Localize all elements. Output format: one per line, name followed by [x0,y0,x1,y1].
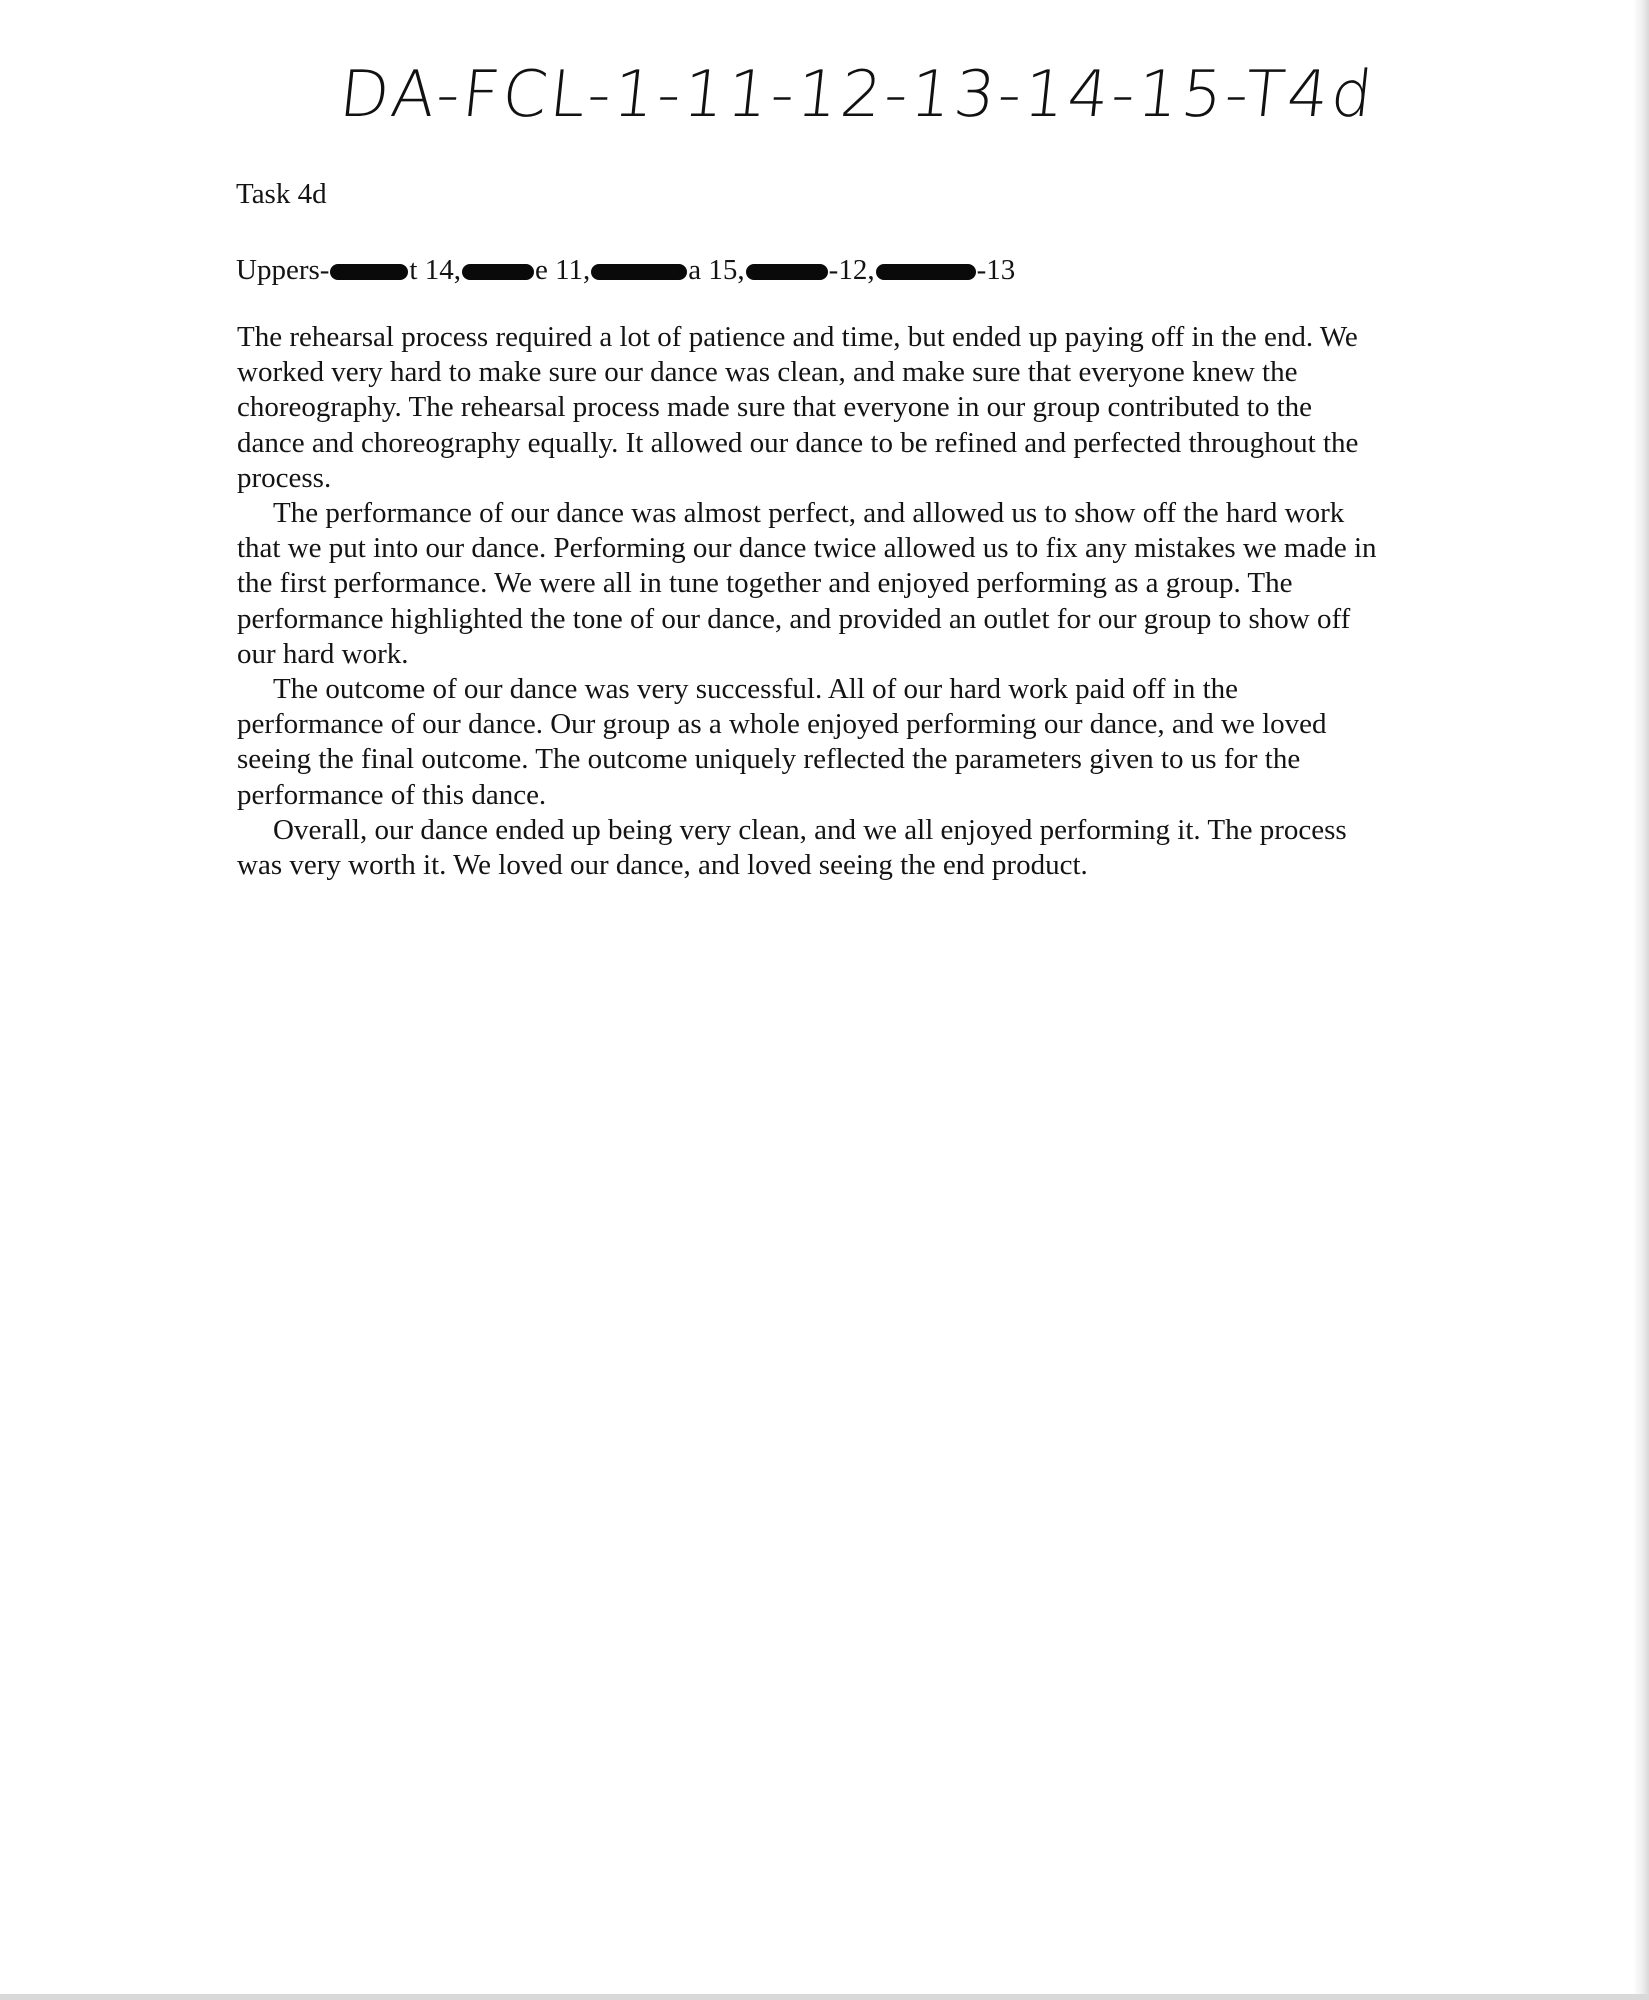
uppers-entry: a 15, [688,254,745,286]
handwritten-label: DA-FCL-1-11-12-13-14-15-T4d [336,58,1379,132]
uppers-entry: t 14, [409,254,461,286]
uppers-line [236,254,1015,287]
redaction-mark [746,264,828,280]
uppers-entry: -13 [976,254,1016,286]
uppers-entry: e 11, [534,254,591,286]
redaction-mark [462,264,534,280]
paragraph-rehearsal: The rehearsal process required a lot of patience and time, but ended up paying off in the end. We worked very hard to make sure our dance was clean, and make sure that everyone knew the choreography. The rehearsal process made sure that everyone in our group contributed to the dance and choreography equally. It allowed our dance to be refined and perfected throughout the process. [237,321,1359,494]
uppers-entry: -12, [828,254,875,286]
scan-edge-bottom [0,1994,1649,2000]
redaction-mark [591,264,687,280]
scan-edge-right [1633,0,1649,2000]
redaction-mark [876,264,976,280]
task-title: Task 4d [236,178,327,210]
uppers-prefix: Uppers- [236,254,330,286]
paragraph-outcome: The outcome of our dance was very successful. All of our hard work paid off in the performance of our dance. Our group as a whole enjoyed performing our dance, and we loved seeing the final outcome. The outcome uniquely reflected the parameters given to us for the performance of this dance. [237,673,1327,811]
paragraph-overall: Overall, our dance ended up being very clean, and we all enjoyed performing it. The process was very worth it. We loved our dance, and loved seeing the end product. [237,813,1347,882]
reflection-body [237,320,1377,883]
redaction-mark [330,264,408,280]
paragraph-performance: The performance of our dance was almost perfect, and allowed us to show off the hard work that we put into our dance. Performing our dance twice allowed us to fix any mistakes we made in the first performance. We were all in tune together and enjoyed performing as a group. The performance highlighted the tone of our dance, and provided an outlet for our group to show off our hard work. [237,497,1377,670]
